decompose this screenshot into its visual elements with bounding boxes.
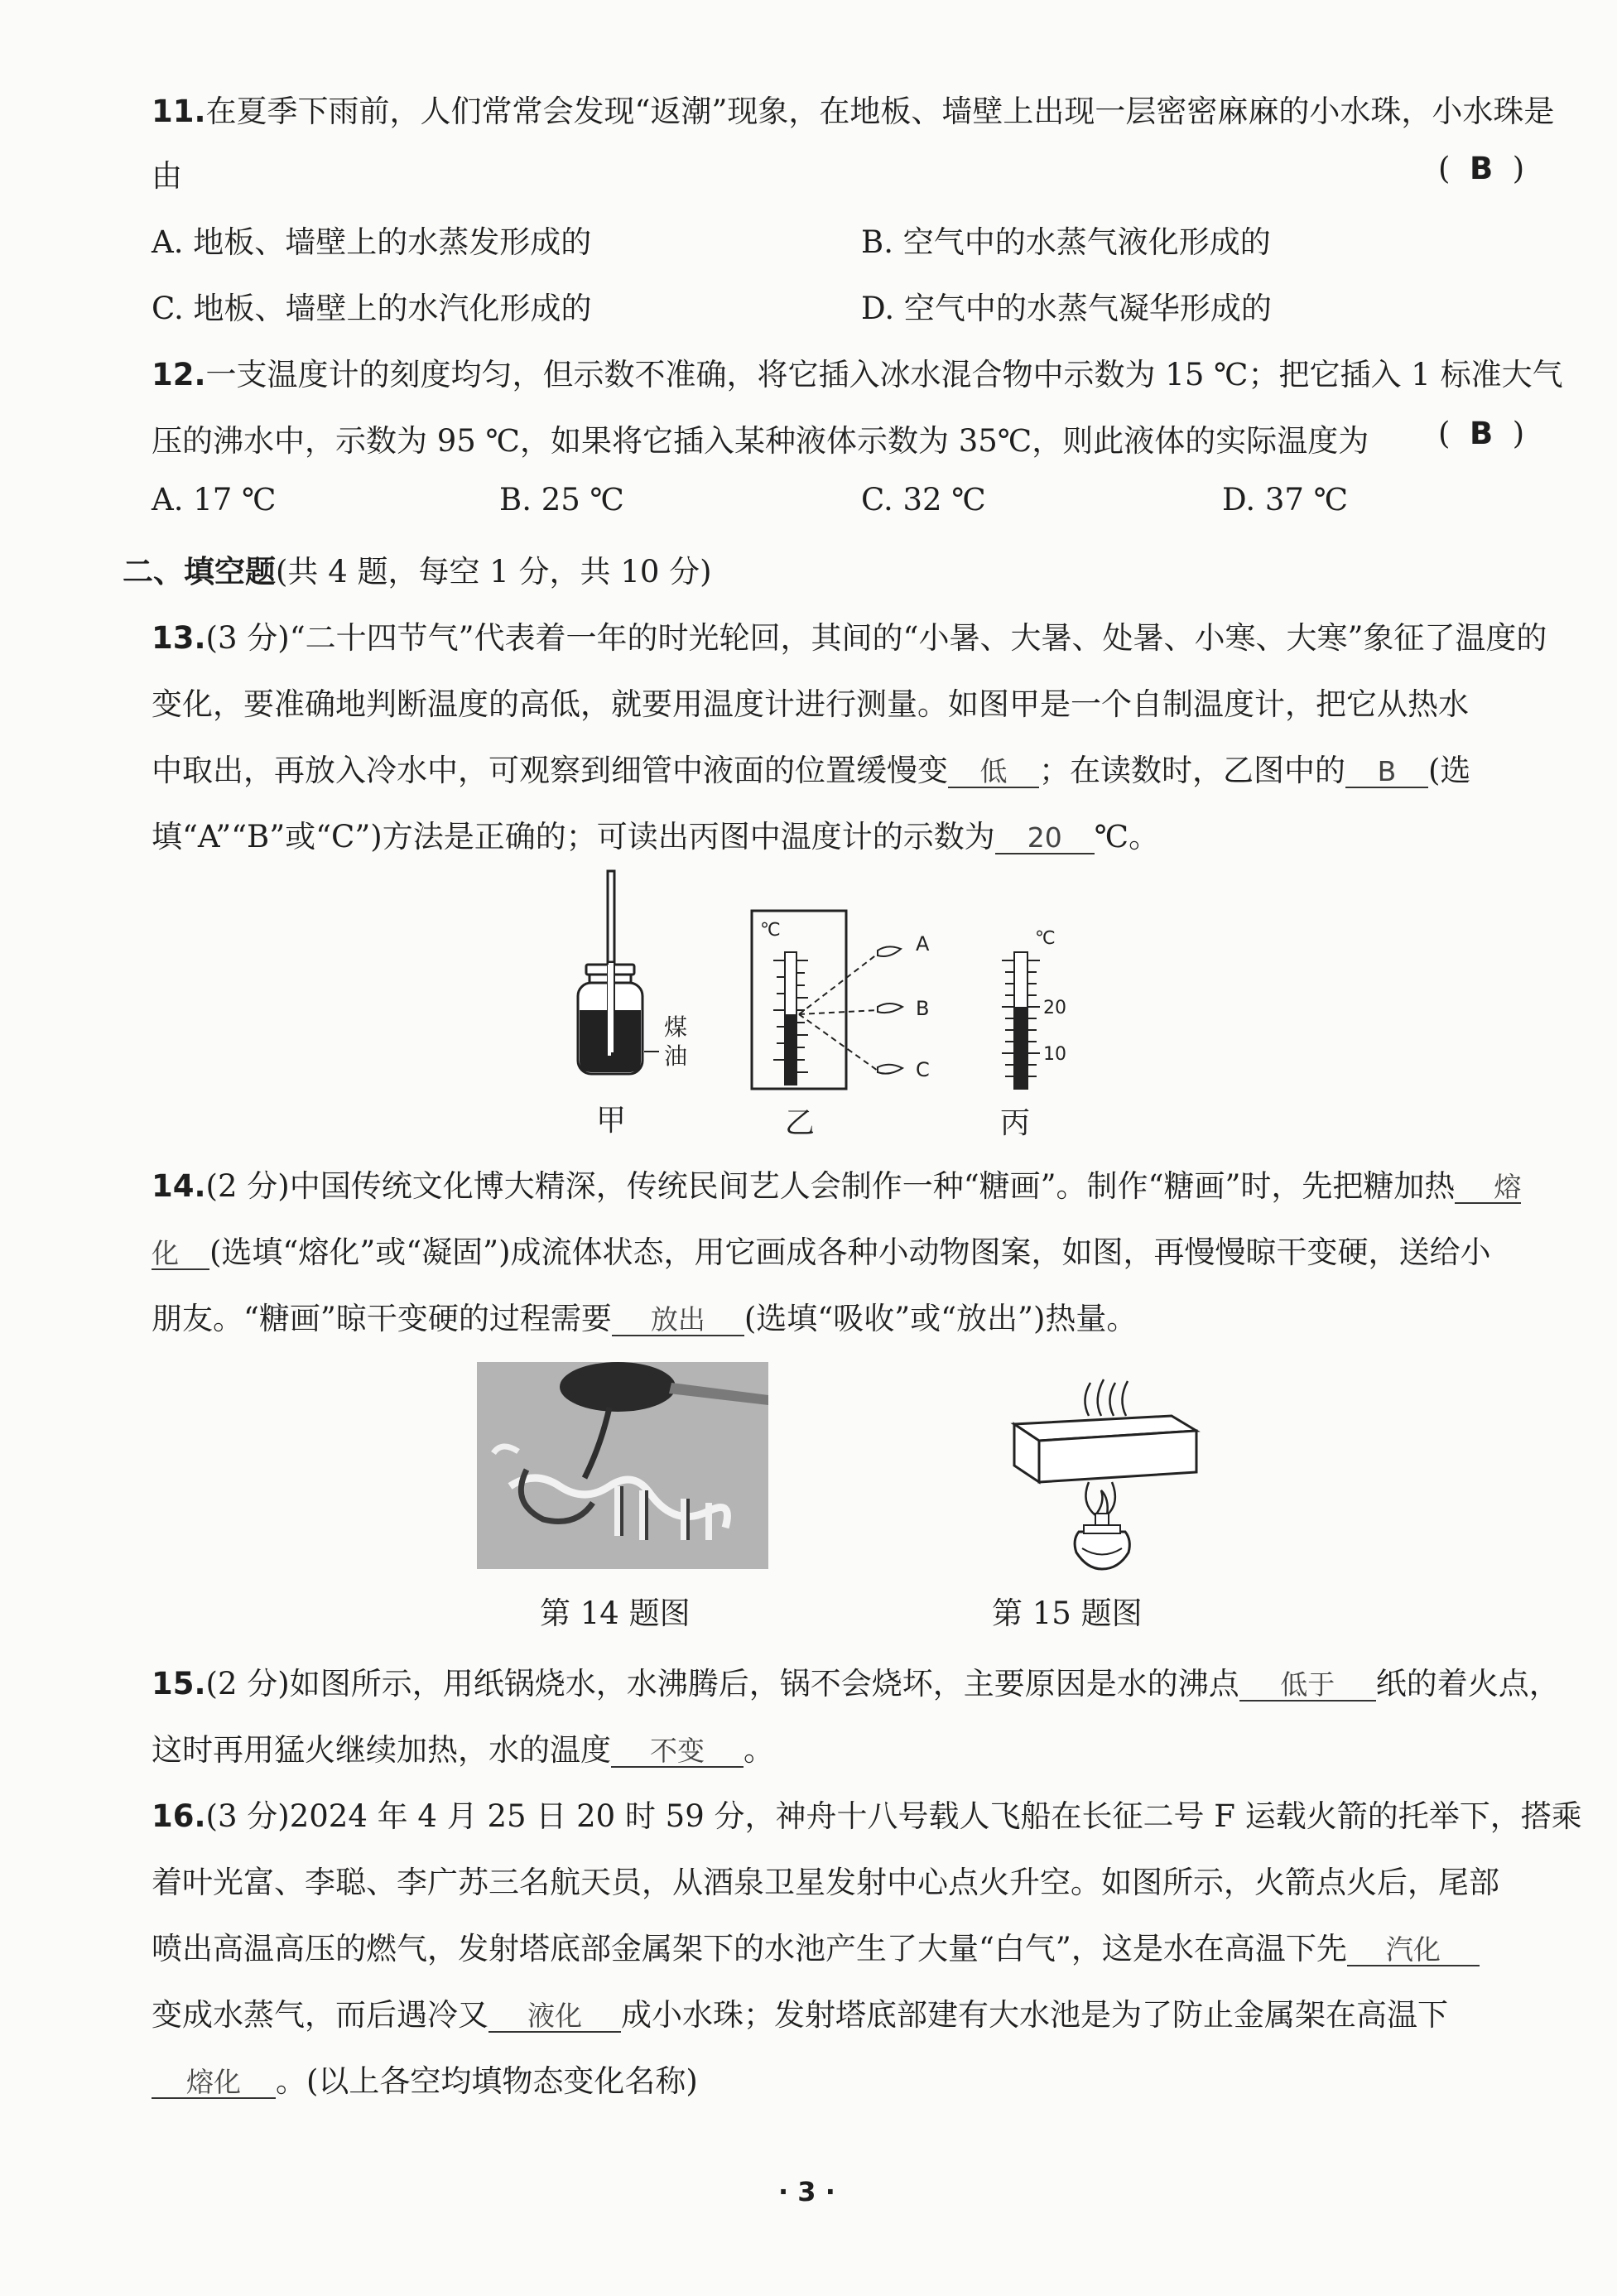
yi-unit-label: ℃ [760,920,781,941]
q11-option-a: A. 地板、墙壁上的水蒸发形成的 [152,224,592,260]
q15-line1: 15.(2 分)如图所示，用纸锅烧水，水沸腾后，锅不会烧坏，主要原因是水的沸点 低于 纸的着火点， [152,1666,1560,1702]
eye-label-c: C [916,1058,930,1081]
sugar-painting-photo [477,1362,768,1569]
q13-figure [546,869,1126,1143]
kerosene-label-2: 油 [664,1042,688,1070]
q16-line2: 着叶光富、李聪、李广苏三名航天员，从酒泉卫星发射中心点火升空。如图所示，火箭点火后，尾部 [152,1865,1499,1900]
q11-line2: 由 [152,158,182,194]
q12-option-b: B. 25 ℃ [499,482,624,517]
q11-line1: 11.在夏季下雨前，人们常常会发现“返潮”现象，在地板、墙壁上出现一层密密麻麻的小水珠，小水珠是 [152,94,1555,129]
q13-line2: 变化，要准确地判断温度的高低，就要用温度计进行测量。如图甲是一个自制温度计，把它从热水 [152,686,1469,722]
tick-label-20: 20 [1043,998,1066,1018]
q12-option-d: D. 37 ℃ [1222,482,1349,517]
fig-label-jia: 甲 [596,1104,627,1138]
eye-icon-c [878,1065,902,1074]
q11-answer-bracket: ( B ) [1438,151,1525,186]
q12-option-c: C. 32 ℃ [861,482,986,517]
eye-label-a: A [916,932,930,955]
paper-pot-figure [998,1366,1213,1573]
q12-line2: 压的沸水中，示数为 95 ℃，如果将它插入某种液体示数为 35℃，则此液体的实际温度为 [152,423,1369,459]
q13-blank-1[interactable]: 低 [948,757,1039,788]
eye-label-b: B [916,997,930,1020]
eye-icon-a [878,946,901,956]
fig-label-yi: 乙 [785,1106,816,1140]
q13-line3: 中取出，再放入冷水中，可观察到细管中液面的位置缓慢变 低 ；在读数时，乙图中的 B (选 [152,753,1471,788]
q14-blank-2[interactable]: 放出 [612,1305,744,1336]
q13-line1: 13.(3 分)“二十四节气”代表着一年的时光轮回，其间的“小暑、大暑、处暑、小寒、大寒”象征了温度的 [152,620,1547,656]
fig-label-bing: 丙 [1000,1106,1031,1140]
q14-line1: 14.(2 分)中国传统文化博大精深，传统民间艺人会制作一种“糖画”。制作“糖画”时，先把糖加热 熔 [152,1168,1522,1204]
q14-blank-1a[interactable]: 熔 [1455,1172,1521,1204]
q14-blank-1b[interactable]: 化 [152,1239,209,1270]
q12-line1: 12.一支温度计的刻度均匀，但示数不准确，将它插入冰水混合物中示数为 15 ℃；把它插入 1 标准大气 [152,357,1563,392]
q13-blank-3[interactable]: 20 [995,823,1095,854]
reading-thermometer [1002,952,1040,1089]
q11-option-d: D. 空气中的水蒸气凝华形成的 [861,291,1272,326]
q15-blank-1[interactable]: 低于 [1239,1670,1376,1702]
caption-fig15: 第 15 题图 [992,1596,1143,1631]
q16-blank-3[interactable]: 熔化 [152,2067,276,2099]
q11-option-b: B. 空气中的水蒸气液化形成的 [861,224,1271,260]
q13-blank-2[interactable]: B [1345,757,1428,788]
q16-blank-2[interactable]: 液化 [488,2001,621,2033]
q14-line3: 朋友。“糖画”晾干变硬的过程需要 放出 (选填“吸收”或“放出”)热量。 [152,1301,1138,1336]
homemade-thermometer-jar [578,871,659,1074]
q16-line4: 变成水蒸气，而后遇冷又 液化 成小水珠；发射塔底部建有大水池是为了防止金属架在高温下 [152,1997,1448,2033]
q14-line2: 化 (选填“熔化”或“凝固”)成流体状态，用它画成各种小动物图案，如图，再慢慢晾干变硬，送给小 [152,1235,1491,1270]
q15-blank-2[interactable]: 不变 [611,1736,744,1768]
caption-fig14: 第 14 题图 [540,1596,691,1631]
q12-option-a: A. 17 ℃ [152,482,277,517]
q11-option-c: C. 地板、墙壁上的水汽化形成的 [152,291,592,326]
q16-line3: 喷出高温高压的燃气，发射塔底部金属架下的水池产生了大量“白气”，这是水在高温下先 汽化 [152,1923,1480,1968]
eye-icon-b [878,1004,902,1013]
q16-line1: 16.(3 分)2024 年 4 月 25 日 20 时 59 分，神舟十八号载人飞船在长征二号 F 运载火箭的托举下，搭乘 [152,1798,1582,1834]
q16-line5: 熔化 。(以上各空均填物态变化名称) [152,2056,698,2101]
q15-line2: 这时再用猛火继续加热，水的温度 不变 。 [152,1732,774,1768]
q16-blank-1[interactable]: 汽化 [1347,1935,1480,1966]
q13-line4: 填“A”“B”或“C”)方法是正确的；可读出丙图中温度计的示数为 20 ℃。 [152,819,1160,854]
q12-answer-bracket: ( B ) [1438,416,1525,451]
tick-label-10: 10 [1043,1044,1066,1065]
section-title: 二、填空题(共 4 题，每空 1 分，共 10 分) [123,554,712,590]
bing-unit-label: ℃ [1035,928,1056,949]
page-number: · 3 · [778,2176,835,2207]
kerosene-label-1: 煤 [664,1013,688,1041]
